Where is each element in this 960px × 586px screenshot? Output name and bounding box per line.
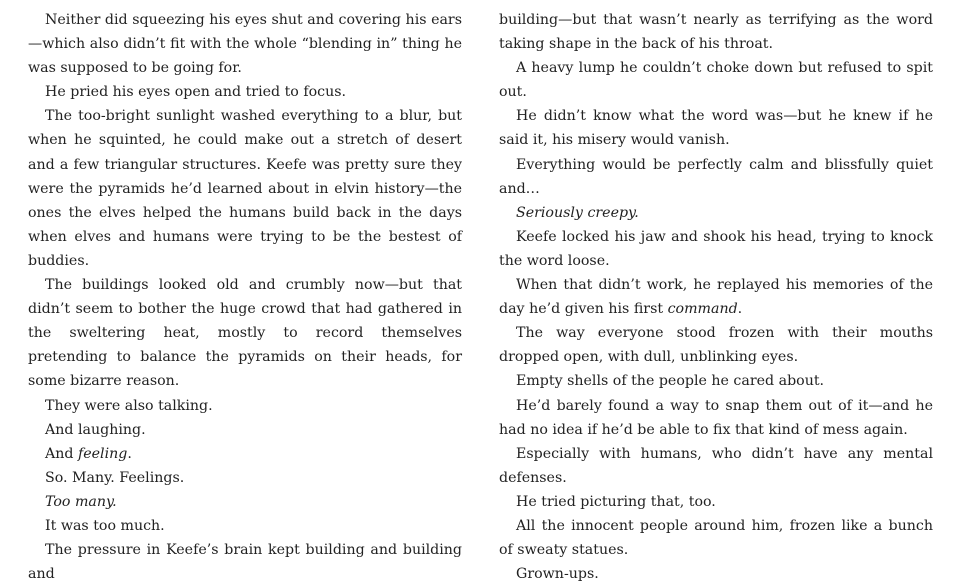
paragraph: Especially with humans, who didn’t have any mental defenses.: [499, 445, 933, 486]
paragraph: Keefe locked his jaw and shook his head, trying to knock the word loose.: [499, 228, 933, 269]
paragraph: So. Many. Feelings.: [45, 469, 185, 486]
paragraph: Everything would be perfectly calm and blissfully quiet and…: [499, 156, 933, 197]
text-run: .: [127, 445, 132, 462]
italic-run: feeling: [77, 445, 128, 462]
paragraph: He tried picturing that, too.: [516, 493, 716, 510]
paragraph: He didn’t know what the word was—but he knew if he said it, his misery would vanish.: [499, 108, 933, 149]
paragraph: The pressure in Keefe’s brain kept building and building and: [28, 542, 462, 583]
italic-run: Seriously creepy.: [516, 204, 639, 221]
paragraph: A heavy lump he couldn’t choke down but refused to spit out.: [499, 60, 933, 101]
paragraph: All the innocent people around him, frozen like a bunch of sweaty statues.: [499, 517, 933, 559]
paragraph: [499, 273, 933, 321]
paragraph: [499, 201, 933, 225]
paragraph: It was too much.: [45, 517, 165, 534]
paragraph: And laughing.: [45, 421, 146, 438]
paragraph: Empty shells of the people he cared about.: [516, 373, 825, 390]
paragraph: Grown-ups.: [516, 566, 599, 583]
paragraph: They were also talking.: [45, 397, 213, 414]
paragraph: The too-bright sunlight washed everything to a blur, but when he squinted, he could make out a stretch of desert and a few triangular structures. Keefe was pretty sure they were the pyramids he’d learned about in elvin history—the ones the elves helped the humans build back in the days when elves and humans were trying to be the bestest of buddies.: [28, 108, 462, 269]
text-run: .: [737, 301, 743, 318]
italic-run: command: [667, 301, 738, 318]
right-column: [499, 8, 933, 586]
paragraph: He’d barely found a way to snap them out of it—and he had no idea if he’d be able to fix that kind of mess again.: [499, 397, 933, 438]
italic-run: Too many.: [45, 493, 117, 510]
text-run: And: [45, 445, 78, 462]
paragraph: building—but that wasn’t nearly as terrifying as the word taking shape in the back of his throat.: [499, 12, 933, 53]
paragraph: He pried his eyes open and tried to focus.: [45, 84, 347, 101]
paragraph: The buildings looked old and crumbly now—but that didn’t seem to bother the huge crowd that had gathered in the sweltering heat, mostly to record themselves pretending to balance the pyramids on their heads, for some bizarre reason.: [28, 277, 462, 390]
paragraph: Neither did squeezing his eyes shut and covering his ears—which also didn’t fit with the whole “blending in” thing he was supposed to be going for.: [28, 12, 462, 77]
text-run: When that didn’t work, he replayed his memories of the day he’d given his first: [499, 277, 933, 318]
paragraph: [28, 490, 462, 514]
left-column: [28, 8, 462, 586]
paragraph: [28, 442, 462, 466]
paragraph: The way everyone stood frozen with their mouths dropped open, with dull, unblinking eyes.: [499, 325, 933, 366]
